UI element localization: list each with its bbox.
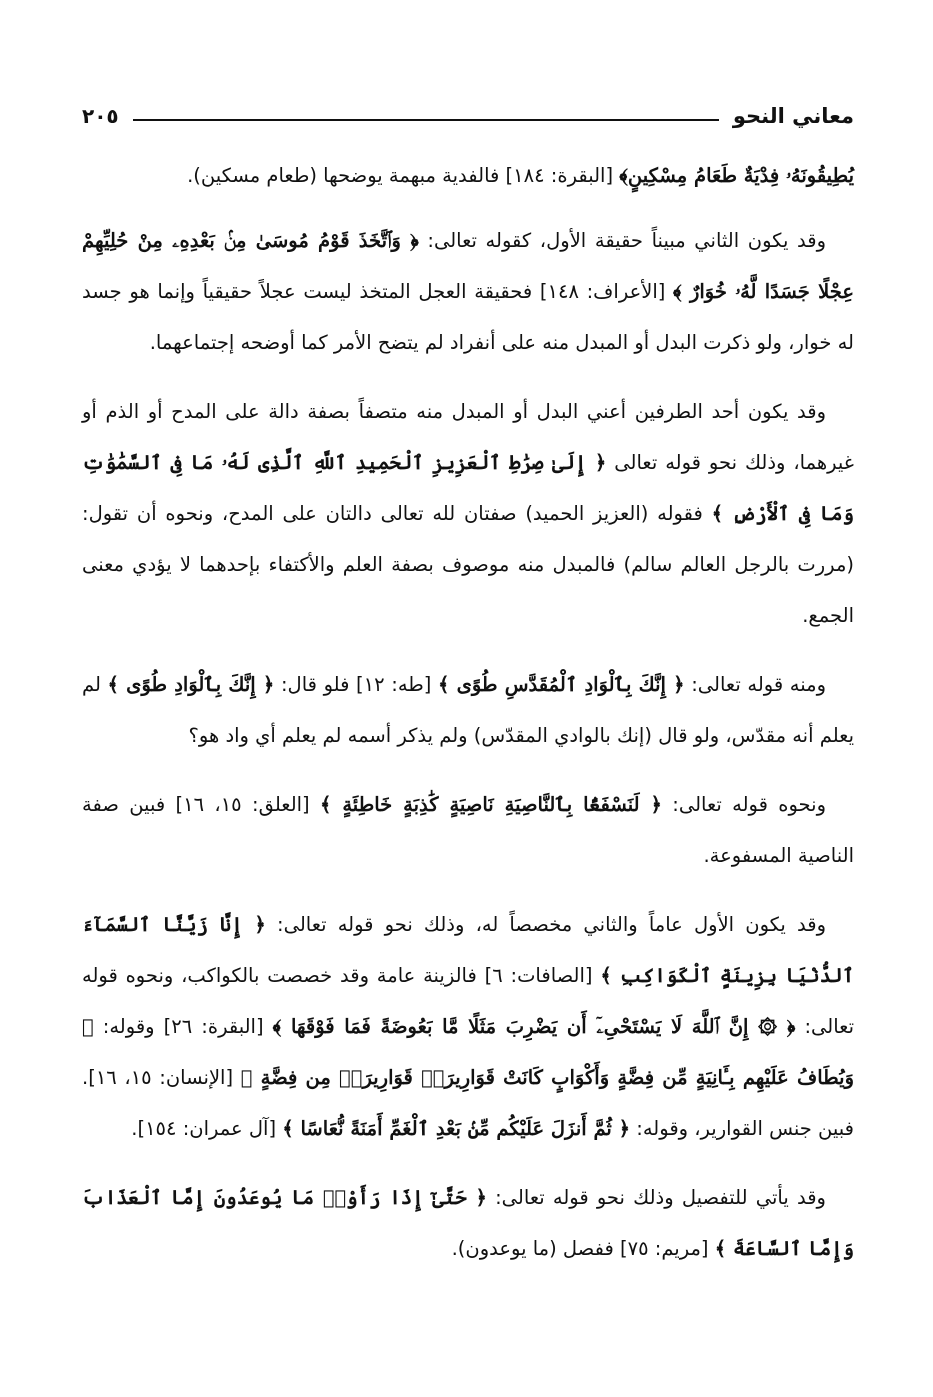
- paragraph-text: لم يعلم أنه مقدّس، ولو قال (إنك بالوادي المقدّس) ولم يذكر أسمه لم يعلم أي واد هو؟: [82, 673, 854, 747]
- quran-quote: ﴿ وَيُطَافُ عَلَيْهِم بِـَٔانِيَةٍ مِّن فِضَّةٍ وَأَكْوَابٍ كَانَتْ قَوَارِيرَا۠ قَوَارِيرَا۟ مِن فِضَّةٍ ﴾: [82, 1015, 854, 1089]
- header-rule: [133, 119, 719, 121]
- quran-quote: ﴿ إِنَّكَ بِٱلْوَادِ ٱلْمُقَدَّسِ طُوًى ﴾: [438, 673, 685, 696]
- paragraph-text: وقد يكون الأول عاماً والثاني مخصصاً له، وذلك نحو قوله تعالى:: [265, 913, 827, 936]
- book-title: معاني النحو: [732, 104, 854, 128]
- quran-quote: ﴿ إِنَّا زَيَّنَّا ٱلسَّمَآءَ ٱلدُّنْيَا بِزِينَةٍ ٱلْكَوَاكِبِ ﴾: [82, 913, 854, 987]
- paragraph-text: [الإنسان: ١٥، ١٦]. فبين جنس القوارير، وقوله:: [82, 1066, 854, 1140]
- paragraph-1: [82, 150, 854, 201]
- paragraph-text: [البقرة: ٢٦] وقوله:: [93, 1015, 273, 1038]
- paragraph-6: [82, 899, 854, 1154]
- quran-quote: ﴿ حَتَّىٰٓ إِذَا رَأَوْا۟ مَا يُوعَدُونَ إِمَّا ٱلْعَذَابَ وَإِمَّا ٱلسَّاعَةَ ﴾: [82, 1186, 854, 1260]
- quran-quote: ﴿ إِلَىٰ صِرَٰطِ ٱلْعَزِيزِ ٱلْحَمِيدِ ٱللَّهِ ٱلَّذِى لَهُۥ مَا فِى ٱلسَّمَٰوَٰتِ وَمَا فِى ٱلْأَرْضِ ﴾: [82, 451, 854, 525]
- quran-quote: ﴿ لَنَسْفَعًۢا بِٱلنَّاصِيَةِ نَاصِيَةٍ كَٰذِبَةٍ خَاطِئَةٍ ﴾: [320, 793, 662, 816]
- paragraph-4: [82, 659, 854, 761]
- body-text: [82, 150, 854, 1292]
- paragraph-text: [الأعراف: ١٤٨] فحقيقة العجل المتخذ ليست عجلاً حقيقياً وإنما هو جسد له خوار، ولو ذكرت البدل أو المبدل منه على أنفراد لم يتضح الأمر كما أوضحه إجتماعهما.: [82, 280, 854, 354]
- paragraph-7: [82, 1172, 854, 1274]
- paragraph-text: [البقرة: ١٨٤] فالفدية مبهمة يوضحها (طعام مسكين).: [187, 164, 620, 187]
- paragraph-text: [طه: ١٢] فلو قال:: [274, 673, 439, 696]
- paragraph-text: ومنه قوله تعالى:: [684, 673, 826, 696]
- paragraph-5: [82, 779, 854, 881]
- paragraph-text: [مريم: ٧٥] ففصل (ما يوعدون).: [451, 1237, 715, 1260]
- quran-quote: ﴿ ثُمَّ أَنزَلَ عَلَيْكُم مِّنۢ بَعْدِ ٱلْغَمِّ أَمَنَةً نُّعَاسًا ﴾: [282, 1117, 631, 1140]
- paragraph-text: وقد يكون الثاني مبيناً حقيقة الأول، كقوله تعالى:: [418, 229, 826, 252]
- paragraph-text: [آل عمران: ١٥٤].: [131, 1117, 283, 1140]
- running-header: [82, 96, 854, 136]
- paragraph-text: فقوله (العزيز الحميد) صفتان لله تعالى دالتان على المدح، ونحوه أن تقول: (مررت بالرجل العالم سالم) فالمبدل منه موصوف بصفة العلم والأكتفاء بإحدهما لا يؤدي معنى الجمع.: [82, 502, 854, 627]
- paragraph-text: ونحوه قوله تعالى:: [661, 793, 826, 816]
- quran-quote: ﴿ إِنَّكَ بِٱلْوَادِ طُوًى ﴾: [107, 673, 275, 696]
- paragraph-text: وقد يأتي للتفصيل وذلك نحو قوله تعالى:: [486, 1186, 826, 1209]
- paragraph-3: [82, 386, 854, 641]
- paragraph-2: [82, 215, 854, 368]
- paragraph-text: [العلق: ١٥، ١٦] فبين صفة الناصية المسفوعة.: [82, 793, 854, 867]
- paragraph-text: وقد يكون أحد الطرفين أعني البدل أو المبدل منه متصفاً بصفة دالة على المدح أو الذم أو غيرهما، وذلك نحو قوله تعالى: [82, 400, 854, 474]
- quran-quote: يُطِيقُونَهُۥ فِدْيَةٌ طَعَامُ مِسْكِينٍ﴾: [619, 164, 854, 187]
- quran-quote: ﴿ وَٱتَّخَذَ قَوْمُ مُوسَىٰ مِنۢ بَعْدِهِۦ مِنْ حُلِيِّهِمْ عِجْلًا جَسَدًا لَّهُۥ خُوَارٌ ﴾: [82, 229, 854, 303]
- quran-quote: ﴿ ۞ إِنَّ ٱللَّهَ لَا يَسْتَحْىِۦٓ أَن يَضْرِبَ مَثَلًا مَّا بَعُوضَةً فَمَا فَوْقَهَا ﴾: [272, 1015, 796, 1038]
- paragraph-text: [الصافات: ٦] فالزينة عامة وقد خصصت بالكواكب، ونحوه قوله تعالى:: [82, 964, 854, 1038]
- page-number: ٢٠٥: [82, 104, 119, 128]
